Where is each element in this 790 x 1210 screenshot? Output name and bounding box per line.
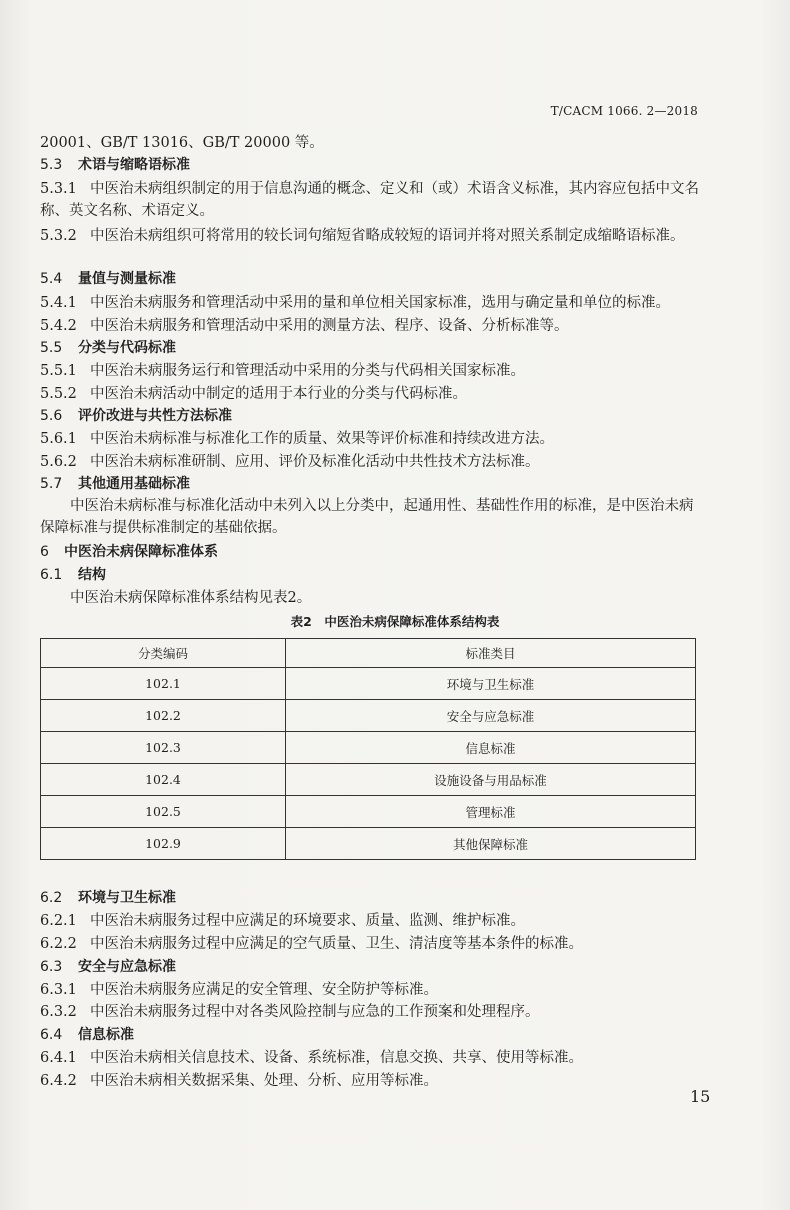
section-heading-5-5 <box>40 337 700 359</box>
clause-text: 中医治未病组织制定的用于信息沟通的概念、定义和（或）术语含义标准，其内容应包括中文名称、英文名称、术语定义。 <box>40 181 699 219</box>
clause-text: 中医治未病相关信息技术、设备、系统标准，信息交换、共享、使用等标准。 <box>90 1050 583 1066</box>
clause-5-4-1 <box>40 292 700 314</box>
column-header-code: 分类编码 <box>41 639 286 668</box>
cell-code: 102.1 <box>41 668 286 700</box>
clause-number: 6.2.2 <box>40 936 77 952</box>
heading-number: 5.6 <box>40 408 63 424</box>
clause-5-6-2 <box>40 451 700 473</box>
table-caption: 表2 中医治未病保障标准体系结构表 <box>290 614 500 629</box>
heading-title: 环境与卫生标准 <box>78 890 176 906</box>
clause-5-3-1 <box>40 178 700 222</box>
section-heading-6-2 <box>40 887 700 909</box>
section-heading-6-3 <box>40 956 700 978</box>
clause-5-5-1 <box>40 360 700 382</box>
cell-category: 设施设备与用品标准 <box>286 764 696 796</box>
clause-6-2-1 <box>40 910 700 932</box>
section-heading-5-3 <box>40 154 700 176</box>
cell-category: 管理标准 <box>286 796 696 828</box>
clause-number: 6.2.1 <box>40 913 77 929</box>
clause-number: 6.3.2 <box>40 1004 77 1020</box>
paragraph-continuation: 20001、GB/T 13016、GB/T 20000 等。 <box>40 135 324 151</box>
heading-title: 结构 <box>78 567 106 583</box>
paragraph-6-1: 中医治未病保障标准体系结构见表2。 <box>70 590 312 606</box>
table-row <box>41 796 696 828</box>
clause-5-6-1 <box>40 428 700 450</box>
heading-number: 6.2 <box>40 890 63 906</box>
clause-number: 5.6.2 <box>40 454 77 470</box>
section-heading-6-4 <box>40 1024 700 1046</box>
clause-5-4-2 <box>40 315 700 337</box>
cell-category: 安全与应急标准 <box>286 700 696 732</box>
heading-number: 5.4 <box>40 271 63 287</box>
section-heading-5-7 <box>40 473 700 495</box>
clause-6-3-1 <box>40 979 700 1001</box>
clause-text: 中医治未病组织可将常用的较长词句缩短省略成较短的语词并将对照关系制定成缩略语标准。 <box>90 228 685 244</box>
clause-text: 中医治未病服务过程中应满足的环境要求、质量、监测、维护标准。 <box>90 913 525 929</box>
heading-number: 6.1 <box>40 567 63 583</box>
clause-number: 6.3.1 <box>40 982 77 998</box>
clause-text: 中医治未病服务运行和管理活动中采用的分类与代码相关国家标准。 <box>90 363 525 379</box>
section-heading-6 <box>40 541 700 563</box>
table-row <box>41 732 696 764</box>
structure-table <box>40 638 696 860</box>
section-heading-6-1 <box>40 564 700 586</box>
clause-5-5-2 <box>40 383 700 405</box>
heading-number: 6.4 <box>40 1027 63 1043</box>
heading-title: 其他通用基础标准 <box>78 476 190 492</box>
clause-number: 5.5.2 <box>40 386 77 402</box>
cell-code: 102.4 <box>41 764 286 796</box>
section-heading-5-6 <box>40 405 700 427</box>
clause-text: 中医治未病活动中制定的适用于本行业的分类与代码标准。 <box>90 386 467 402</box>
table-row <box>41 764 696 796</box>
clause-text: 中医治未病服务过程中应满足的空气质量、卫生、清洁度等基本条件的标准。 <box>90 936 583 952</box>
heading-title: 术语与缩略语标准 <box>78 157 190 173</box>
heading-title: 评价改进与共性方法标准 <box>78 408 232 424</box>
section-heading-5-4 <box>40 268 700 290</box>
clause-text: 中医治未病服务和管理活动中采用的量和单位相关国家标准，选用与确定量和单位的标准。 <box>90 295 670 311</box>
clause-text: 中医治未病标准与标准化工作的质量、效果等评价标准和持续改进方法。 <box>90 431 554 447</box>
column-header-category: 标准类目 <box>286 639 696 668</box>
clause-number: 6.4.1 <box>40 1050 77 1066</box>
document-code-header: T/CACM 1066. 2—2018 <box>550 104 698 118</box>
heading-number: 5.5 <box>40 340 63 356</box>
clause-number: 5.3.1 <box>40 181 77 197</box>
page-number: 15 <box>690 1087 711 1106</box>
heading-number: 6 <box>40 544 49 560</box>
cell-code: 102.3 <box>41 732 286 764</box>
cell-category: 信息标准 <box>286 732 696 764</box>
clause-number: 5.5.1 <box>40 363 77 379</box>
clause-number: 5.6.1 <box>40 431 77 447</box>
clause-text: 中医治未病服务过程中对各类风险控制与应急的工作预案和处理程序。 <box>90 1004 540 1020</box>
clause-number: 6.4.2 <box>40 1073 77 1089</box>
heading-number: 5.3 <box>40 157 63 173</box>
cell-code: 102.2 <box>41 700 286 732</box>
heading-title: 安全与应急标准 <box>78 959 176 975</box>
clause-text: 中医治未病服务和管理活动中采用的测量方法、程序、设备、分析标准等。 <box>90 318 569 334</box>
clause-text: 中医治未病相关数据采集、处理、分析、应用等标准。 <box>90 1073 438 1089</box>
heading-title: 分类与代码标准 <box>78 340 176 356</box>
clause-text: 中医治未病服务应满足的安全管理、安全防护等标准。 <box>90 982 438 998</box>
cell-code: 102.9 <box>41 828 286 860</box>
heading-title: 信息标准 <box>78 1027 134 1043</box>
table-row <box>41 828 696 860</box>
table-row <box>41 700 696 732</box>
clause-number: 5.4.2 <box>40 318 77 334</box>
clause-number: 5.3.2 <box>40 228 77 244</box>
clause-6-4-2 <box>40 1070 700 1092</box>
clause-6-4-1 <box>40 1047 700 1069</box>
clause-text: 中医治未病标准研制、应用、评价及标准化活动中共性技术方法标准。 <box>90 454 540 470</box>
heading-number: 5.7 <box>40 476 63 492</box>
heading-number: 6.3 <box>40 959 63 975</box>
cell-category: 其他保障标准 <box>286 828 696 860</box>
table-header-row <box>41 639 696 668</box>
cell-code: 102.5 <box>41 796 286 828</box>
clause-6-3-2 <box>40 1001 700 1023</box>
clause-5-3-2 <box>40 225 700 247</box>
table-row <box>41 668 696 700</box>
heading-title: 中医治未病保障标准体系 <box>64 544 218 560</box>
heading-title: 量值与测量标准 <box>78 271 176 287</box>
clause-number: 5.4.1 <box>40 295 77 311</box>
paragraph-5-7: 中医治未病标准与标准化活动中未列入以上分类中，起通用性、基础性作用的标准，是中医治未病保障标准与提供标准制定的基础依据。 <box>40 498 694 536</box>
clause-6-2-2 <box>40 933 700 955</box>
cell-category: 环境与卫生标准 <box>286 668 696 700</box>
